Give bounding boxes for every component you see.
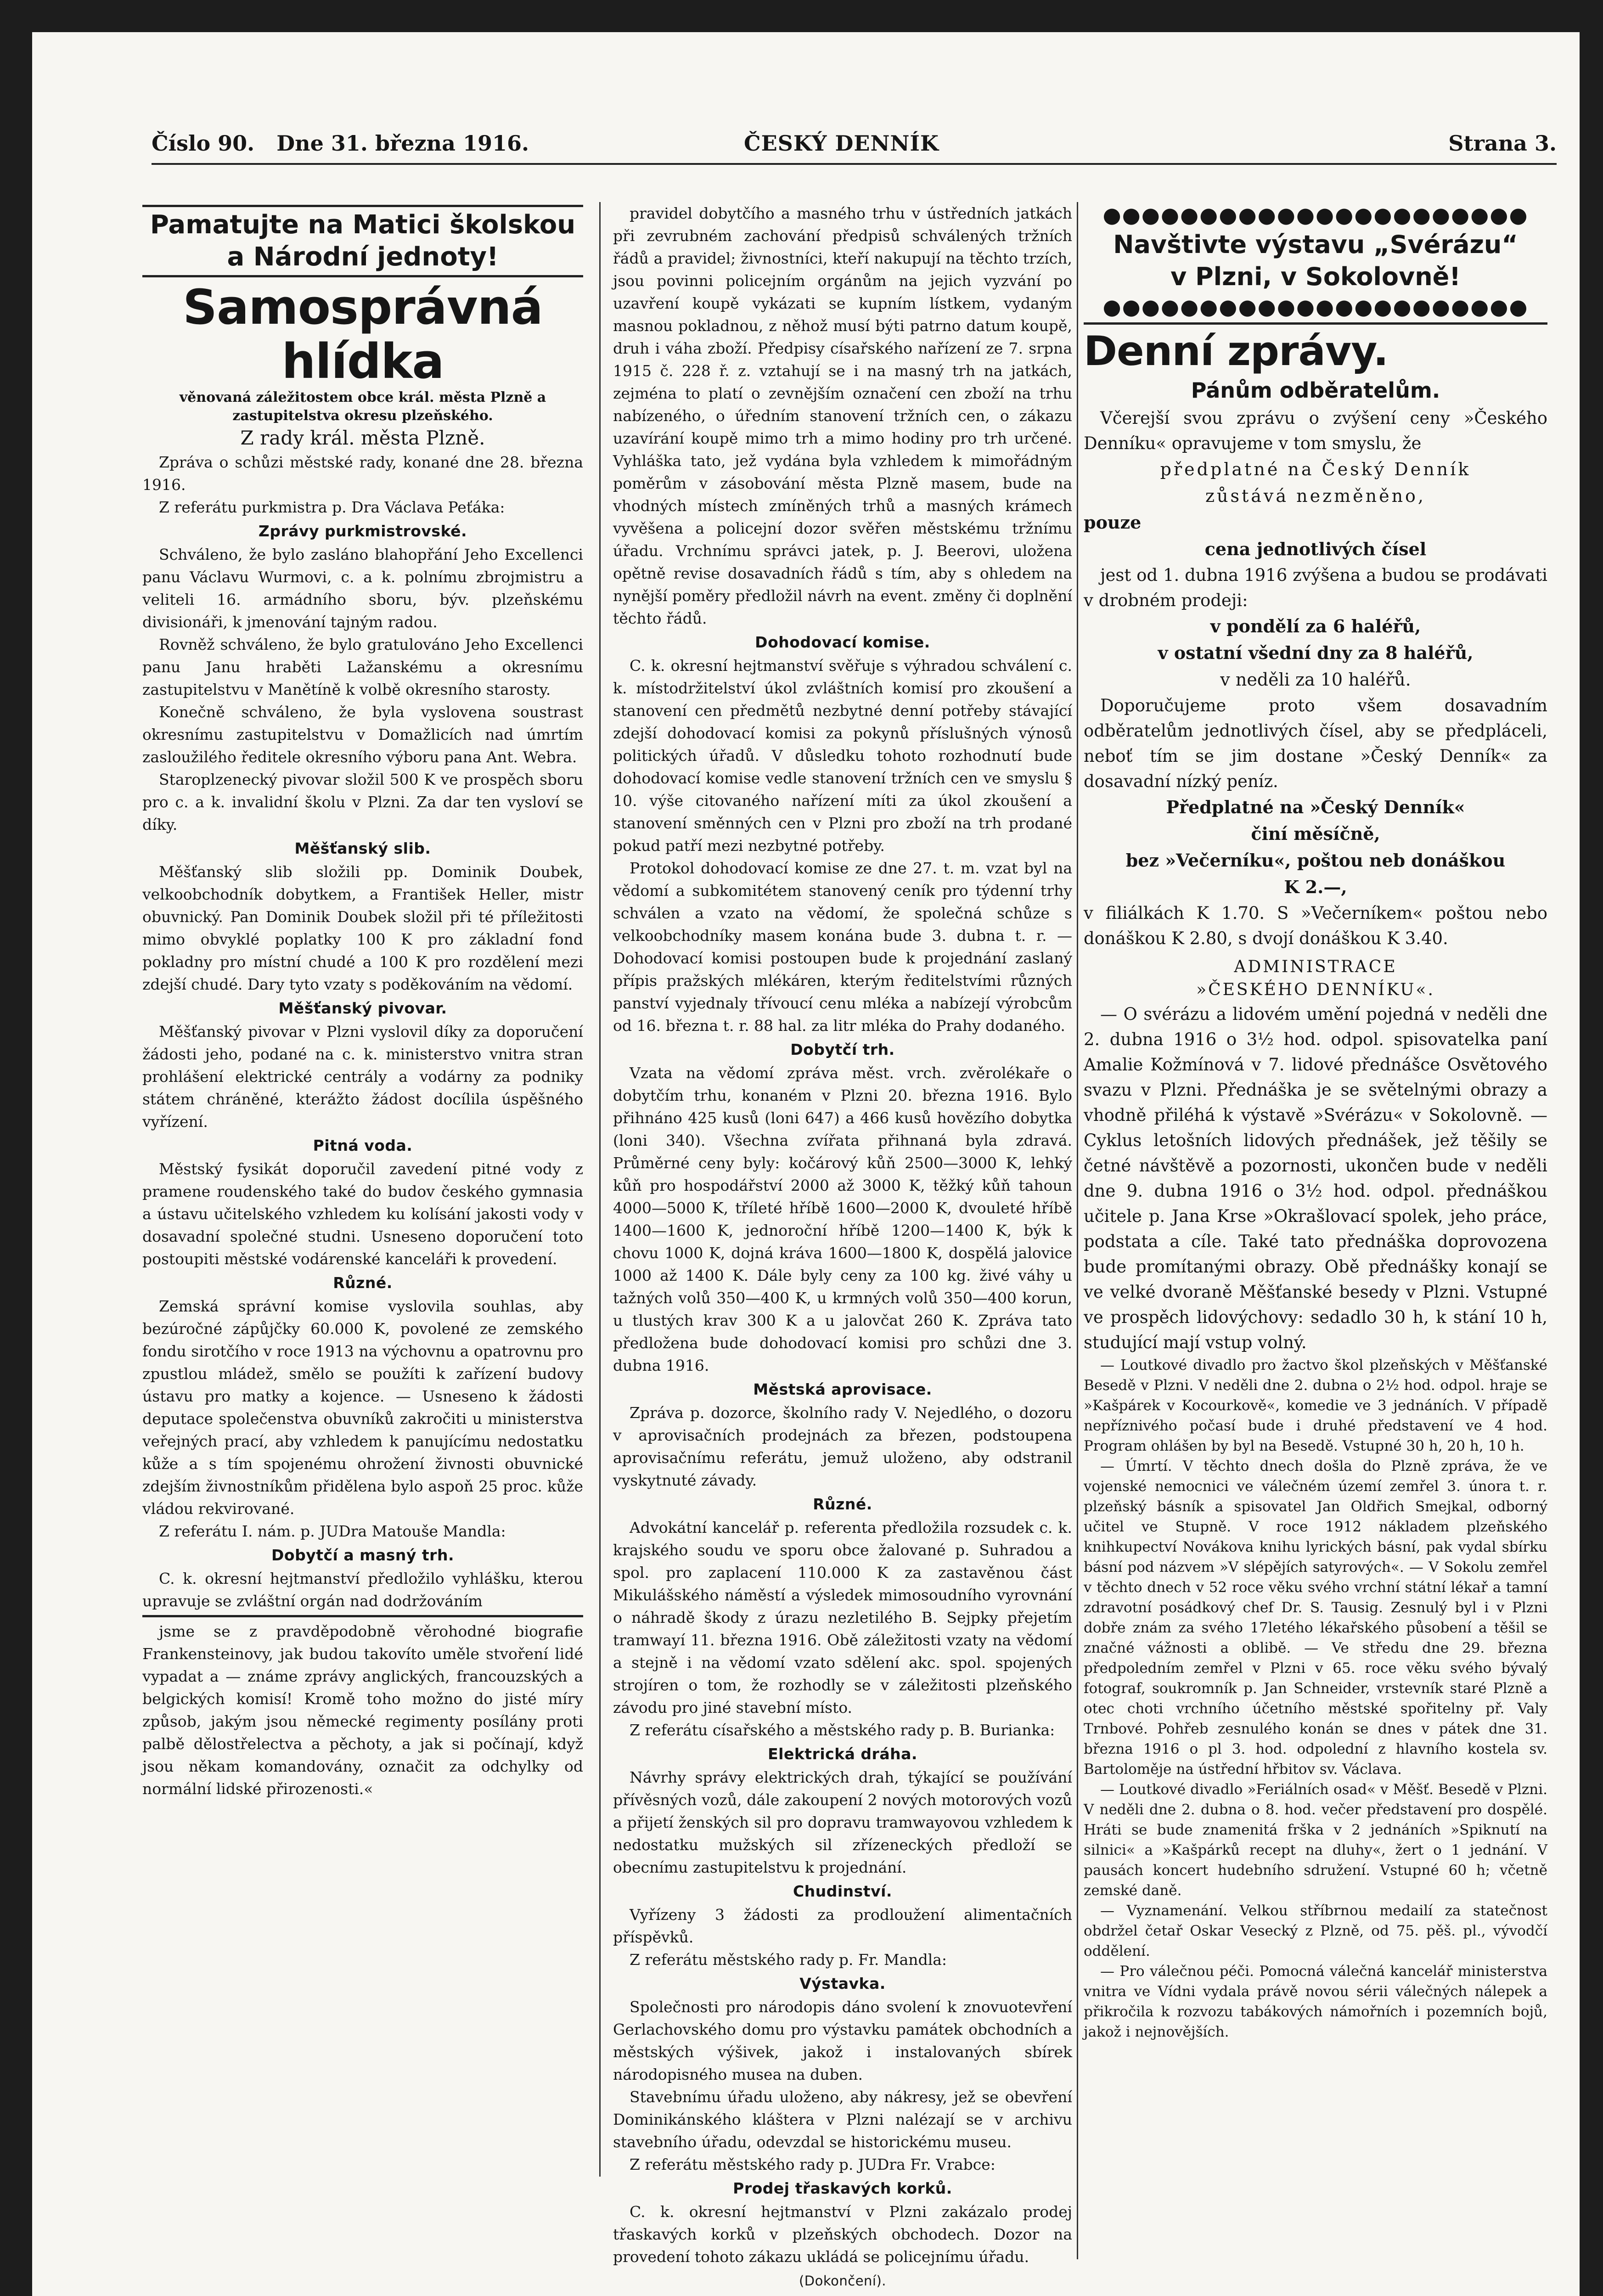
paragraph: Z referátu I. nám. p. JUDra Matouše Mandla: (159, 1522, 506, 1540)
exhibition-ad-line-1: Navštivte výstavu „Svérázu“ (1113, 230, 1518, 259)
paragraph: Měšťanský pivovar v Plzni vyslovil díky za doporučení žádosti jeho, podané na c. k. ministerstvo vnitra stran prohlášení elektrické centrály a vodárny za podniky státem chráněné, kterážto žádost docílila úspěšného vyřízení. (142, 1023, 583, 1131)
paragraph: Včerejší svou zprávu o zvýšení ceny »Českého Denníku« opravujeme v tom smyslu, že (1084, 408, 1547, 453)
paragraph: pravidel dobytčího a masného trhu v ústředních jatkách při zevrubném zachování předpisů schválených tržních řádů a pravidel; živnostníci, kteří nakupují na těchto trzích, jsou povinni policejním orgánům na jejich vyzvání po uzavření koupě vykázati se kupním lístkem, vydaným masnou pokladnou, z něhož musí býti patrno datum koupě, druh i váha zboží. Předpisy císařského nařízení ze 7. srpna 1915 č. 228 ř. z. vztahují se i na masný trh na jatkách, zejména to platí o zevnějším označení cen zboží na trhu nabízeného, o úředním stanovení tržních cen, o zákazu uzavírání koupě mimo trh a mimo hodiny pro trh určené. Vyhláška tato, jež vydána byla vzhledem k mimořádným poměrům v zásobování města Plzně masem, bude na vhodných místech zmíněných trhů a masných krámech vyvěšena a policejní dozor svěřen městskému tržnímu úřadu. Vrchnímu správci jatek, p. J. Beerovi, uložena opětně revise dosavadních řádů s tím, aby s ohledem na nynější poměry předložil návrh na event. změny či doplnění těchto řádů. (613, 204, 1072, 627)
issue-date: Dne 31. března 1916. (276, 131, 529, 156)
subheading: Dohodovací komise. (755, 633, 930, 651)
column-3 (1084, 202, 1547, 2259)
divider (142, 1615, 583, 1617)
paragraph: C. k. okresní hejtmanství svěřuje s výhradou schválení c. k. místodržitelství úkol zvláštních komisí pro zkoušení a stanovení cen předmětů nezbytné denní potřeby stávající zdejší dohodovací komisi za pokynů příslušných výnosů politických úřadů. V důsledku tohoto rozhodnutí bude dohodovací komise vedle stanovení tržních cen ve smyslu § 10. výše citovaného nařízení míti za úkol zkoušení a stanovení směnných cen v Plzni pro zboží na trh prodané pokud patří mezi nezbytné potřeby. (613, 657, 1072, 855)
subheading: Různé. (333, 1274, 393, 1292)
column-rule (1077, 202, 1078, 2259)
paragraph: Společnosti pro národopis dáno svolení k znovuotevření Gerlachovského domu pro výstavku památek obchodních a městských výšivek, jakož i instalovaných sbírek národopisného musea na duben. (613, 1998, 1072, 2083)
column-rule (599, 202, 601, 2177)
paragraph: — Úmrtí. V těchto dnech došla do Plzně zpráva, že ve vojenské nemocnici ve válečném území zemřel 3. února t. r. plzeňský básník a spisovatel Jan Oldřich Smejkal, odborný učitel ve Stupně. V roce 1912 nákladem plzeňského knihkupectví Novákova knihu lyrických básní, pak vydal sbírku básní pod názvem »V slépějích satyrových«. — V Sokolu zemřel v těchto dnech v 52 roce věku svého vrchní státní lékař a tamní zdravotní posádkový chef Dr. S. Tausig. Zesnulý byl i v Plzni dobře znám za svého 17letého lékařského působení a těšil se značné vážnosti a oblibě. — Ve středu dne 29. března předpoledním zemřel v Plzni v 65. roce věku svého bývalý fotograf, soukromník p. Jan Schneider, vrstevník staré Plzně a otec choti vrchního účetního městské spořitelny př. Valy Trnbové. Pohřeb zesnulého konán se dnes v pátek dne 31. března 1916 o pl 3. hod. odpolední z hlavního kostela sv. Bartoloměje na ústřední hřbitov sv. Václava. (1084, 1458, 1547, 1778)
column-1 (142, 202, 583, 2167)
paragraph: Zemská správní komise vyslovila souhlas, aby bezúročné zápůjčky 60.000 K, povolené ze zemského fondu sirotčího v roce 1913 na výchovnu a opatrovnu pro zpustlou mládež, smělo se použíti k zařízení budovy ústavu pro matky a kojence. — Usneseno k žádosti deputace společenstva obuvníků zakročiti u ministerstva veřejných prací, aby vzhledem k panujícímu nedostatku kůže a s tím spojenému ohrožení živnosti obuvnické zdejším živnostníkům přidělena bylo aspoň 25 proc. kůže vládou rekvirované. (142, 1297, 583, 1518)
ornament-row: ●●●●●●●●●●●●●●●●●●●●●● (1102, 203, 1529, 227)
notice-line: pouze (1084, 512, 1142, 533)
subheading: Různé. (813, 1495, 872, 1513)
paragraph: — O svérázu a lidovém umění pojedná v neděli dne 2. dubna 1916 o 3½ hod. odpol. spisovatelka paní Amalie Kožmínová v 7. lidové přednášce Osvětového svazu v Plzni. Přednáška je se světelnými obrazy a vhodně přiléhá k výstavě »Svérázu« v Sokolovně. — Cyklus letošních lidových přednášek, jež těšily se četné návštěvě a pozornosti, ukončen bude v neděli dne 9. dubna 1916 o 3½ hod. odpol. přednáškou učitele p. Jana Krse »Okrašlovací spolek, jeho práce, podstata a cíle. Také tato přednáška doprovozena bude promítanými obrazy. Obě přednášky konají se ve velké dvoraně Měšťanské besedy v Plzni. Vstupné ve prospěch lidovýchovy: sedadlo 30 h, k stání 10 h, studující mají vstup volný. (1084, 1004, 1547, 1352)
paragraph: Protokol dohodovací komise ze dne 27. t. m. vzat byl na vědomí a subkomitétem stanovený ceník pro týdenní trhy schválen a vzato na vědomí, že společná schůze s velkoobchodníky masem konána bude 3. dubna t. r. — Dohodovací komisi postoupen bude k projednání zaslaný přípis pražských mlékáren, kterým ředitelstvími různých panství vyjednaly třívoucí cenu mléka a nabízejí výrobcům od 16. března t. r. 88 hal. za litr mléka do Prahy dodaného. (613, 859, 1072, 1035)
banner-line-2: a Národní jednoty! (227, 242, 499, 272)
paragraph: Doporučujeme proto všem dosavadním odběratelům jednotlivých čísel, aby se předpláceli, neboť tím se jim dostane »Český Denník« za dosavadní nízký peníz. (1084, 696, 1547, 791)
paragraph: Z referátu purkmistra p. Dra Václava Peťáka: (159, 498, 505, 516)
administration-sign-2: »ČESKÉHO DENNÍKU«. (1196, 980, 1435, 999)
paragraph: C. k. okresní hejtmanství předložilo vyhlášku, kterou upravuje se zvláštní orgán nad dodržováním (142, 1570, 583, 1610)
subheading: Dobytčí a masný trh. (271, 1546, 454, 1564)
paragraph: Městský fysikát doporučil zavedení pitné vody z pramene roudenského také do budov českého gymnasia a ústavu učitelského vzhledem ku kolísání jakosti vody v dosavadní společné studni. Usneseno doporučení toto postoupiti městské vodárenské kanceláři k provedení. (142, 1160, 583, 1268)
notice-heading: Pánům odběratelům. (1191, 378, 1440, 403)
paragraph: Staroplzenecký pivovar složil 500 K ve prospěch sboru pro c. a k. invalidní školu v Plzni. Za dar ten vysloví se díky. (142, 771, 583, 833)
paragraph: Stavebnímu úřadu uloženo, aby nákresy, jež se obevření Dominikánského kláštera v Plzni nalézají se v archivu stavebního úřadu, odevzdal se historickému museu. (613, 2088, 1072, 2151)
paragraph: Z referátu městského rady p. JUDra Fr. Vrabce: (630, 2155, 996, 2173)
subscription-line: Předplatné na »Český Denník« (1166, 797, 1465, 817)
subheading: Měšťanský slib. (294, 839, 431, 857)
subheading: Dobytčí trh. (790, 1041, 895, 1058)
subheading: Pitná voda. (313, 1137, 413, 1154)
rada-heading: Z rady král. města Plzně. (240, 427, 485, 449)
notice-line: zůstává nezměněno, (1205, 486, 1426, 506)
paragraph: v filiálkách K 1.70. S »Večerníkem« poštou nebo donáškou K 2.80, s dvojí donáškou K 3.40. (1084, 903, 1547, 948)
paragraph: Zpráva o schůzi městské rady, konané dne 28. března 1916. (142, 453, 583, 494)
paragraph: — Pro válečnou péči. Pomocná válečná kancelář ministerstva vnitra ve Vídni vydala právě novou sérii válečných nálepek a přikročila k rozvozu tabákových námořních i pozemních bojů, jakož i nejnovějších. (1084, 1963, 1547, 2040)
paragraph: jest od 1. dubna 1916 zvýšena a budou se prodávati v drobném prodeji: (1084, 565, 1547, 610)
price-line: v ostatní všední dny za 8 haléřů, (1158, 642, 1474, 663)
paragraph: Rovněž schváleno, že bylo gratulováno Jeho Excellenci panu Janu hraběti Lažanskému a okresnímu zastupitelstvu v Manětíně k volbě okresního starosty. (142, 636, 583, 698)
subheading: Elektrická dráha. (768, 1745, 917, 1763)
subscription-line: bez »Večerníku«, poštou neb donáškou (1125, 850, 1506, 871)
subscription-line: K 2.—, (1284, 877, 1347, 897)
page-header (152, 131, 1557, 165)
paragraph: Advokátní kancelář p. referenta předložila rozsudek c. k. krajského soudu ve sporu obce žalované p. Suhradou a spol. pro zaplacení 110.000 K za zastavěnou část Mikulášského náměstí a výsledek mimosoudního vyrovnání o náhradě škody z úrazu nezletilého B. Sejpky přejetím tramwayí 11. března 1916. Obě záležitosti vzaty na vědomí a stejně i na vědomí vzato sdělení akc. spol. spojených strojíren o tom, že rozhodly se v záležitosti plzeňského závodu pro jiné stavební místo. (613, 1519, 1072, 1716)
paragraph: Z referátu městského rady p. Fr. Mandla: (630, 1951, 947, 1969)
section-title: Samosprávná hlídka (183, 279, 543, 389)
subheading: Prodej třaskavých korků. (733, 2179, 952, 2197)
administration-sign-1: ADMINISTRACE (1234, 957, 1397, 976)
subheading: Městská aprovisace. (753, 1380, 932, 1398)
paragraph: Konečně schváleno, že byla vyslovena soustrast okresnímu zastupitelstvu v Domažlicích nad úmrtím zasloužilého ředitele okresního výboru pana Ant. Webra. (142, 703, 583, 766)
paragraph: Měšťanský slib složili pp. Dominik Doubek, velkoobchodník dobytkem, a František Heller, mistr obuvnický. Pan Dominik Doubek složil při té příležitosti mimo obvyklé poplatky 100 K pro základní fond pokladny pro místní chudé a 100 K pro rozdělení mezi zdejší chudé. Dary tyto vzaty s poděkováním na vědomí. (142, 863, 583, 993)
newspaper-page (32, 32, 1580, 2296)
subheading: Měšťanský pivovar. (278, 999, 447, 1017)
issue-number: Číslo 90. (152, 131, 255, 156)
masthead: ČESKÝ DENNÍK (744, 131, 939, 156)
subheading: Chudinství. (793, 1882, 892, 1900)
divider (142, 205, 583, 207)
notice-line: předplatné na Český Denník (1160, 459, 1471, 479)
paragraph: Návrhy správy elektrických drah, týkající se používání přívěsných vozů, dále zakoupení 2 nových motorových vozů a přijetí ženských sil pro dopravu tramwayovou vzhledem k nedostatku mužských sil zřízeneckých předloží se obecnímu zastupitelstvu k projednání. (613, 1768, 1072, 1876)
paragraph: Vzata na vědomí zpráva měst. vrch. zvěrolékaře o dobytčím trhu, konaném v Plzni 20. března 1916. Bylo přihnáno 425 kusů (loni 647) a 466 kusů hovězího dobytka (loni 340). Všechna zvířata přihnaná byla zdravá. Průměrné ceny byly: kočárový kůň 2500—3000 K, lehký kůň pro hospodářství 2000 až 3000 K, těžký kůň tahoun 4000—5000 K, tříleté hříbě 1600—2000 K, dvouleté hříbě 1400—1600 K, jednoroční hříbě 1200—1400 K, býk k chovu 1000 K, dojná kráva 1600—1800 K, dospělá jalovice 1000 až 1400 K. Dále byly ceny za 100 kg. živé váhy u tažných volů 350—400 K, u krmných volů 350—400 korun, u tlustých krav 300 K a u jalovčat 260 K. Zpráva tato předložena bude dohodovací komisi pro schůzi dne 3. dubna 1916. (613, 1064, 1072, 1374)
divider (142, 275, 583, 277)
paragraph: jsme se z pravděpodobně věrohodné biografie Frankensteinovy, jak budou takovíto uměle stvoření lidé vypadat a — známe zprávy anglických, francouzských a belgických komisí! Kromě toho možno do jisté míry způsob, jakým jsou německé regimenty posílány proti palbě dělostřelectva a pěchoty, a jak si počínají, když jsou někam komandovány, označit za odchylky od normální lidské přirozenosti.« (142, 1622, 583, 1798)
paragraph: — Vyznamenání. Velkou stříbrnou medailí za statečnost obdržel četař Oskar Vesecký z Plzně, od 75. pěš. pl., vývodčí oddělení. (1084, 1902, 1547, 1959)
ornament-row: ●●●●●●●●●●●●●●●●●●●●●● (1102, 294, 1529, 319)
paragraph: C. k. okresní hejtmanství v Plzni zakázalo prodej třaskavých korků v plzeňských obchodech. Dozor na provedení tohoto zákazu ukládá se policejnímu úřadu. (613, 2203, 1072, 2266)
price-line: v pondělí za 6 haléřů, (1210, 616, 1421, 636)
exhibition-ad-line-2: v Plzni, v Sokolovně! (1170, 262, 1461, 291)
price-line: v neděli za 10 haléřů. (1220, 670, 1411, 690)
issue-and-date (152, 131, 529, 156)
paragraph: Schváleno, že bylo zasláno blahopřání Jeho Excellenci panu Václavu Wurmovi, c. a k. polnímu zbrojmistru a veliteli 16. armádního sboru, býv. plzeňskému divisionáři, k jmenování tajným radou. (142, 546, 583, 631)
divider (1084, 322, 1547, 325)
subheading: Zprávy purkmistrovské. (258, 522, 467, 540)
subheading: Výstavka. (799, 1975, 886, 1992)
paragraph: Zpráva p. dozorce, školního rady V. Nejedlého, o dozoru v aprovisačních prodejnách za březen, podstoupena aprovisačnímu referátu, jemuž uloženo, aby odstranil vyskytnuté závady. (613, 1404, 1072, 1489)
paragraph: Vyřízeny 3 žádosti za prodloužení alimentačních příspěvků. (613, 1906, 1072, 1946)
column-2 (613, 202, 1072, 2289)
section-subtitle: věnovaná záležitostem obce král. města Plzně a zastupitelstva okresu plzeňského. (179, 389, 546, 424)
notice-line: cena jednotlivých čísel (1204, 539, 1427, 559)
paragraph: — Loutkové divadlo pro žactvo škol plzeňských v Měšťanské Besedě v Plzni. V neděli dne 2. dubna o 2½ hod. odpol. hraje se »Kašpárek v Kocourkově«, komedie ve 3 jednáních. V případě nepříznivého počasí bude i druhé představení ve 4 hod. Program ohlášen by byl na Besedě. Vstupné 30 h, 20 h, 10 h. (1084, 1357, 1547, 1454)
page-number: Strana 3. (1448, 131, 1557, 156)
paragraph: — Loutkové divadlo »Feriálních osad« v Měšť. Besedě v Plzni. V neděli dne 2. dubna o 8. hod. večer představení pro dospělé. Hráti se bude znamenitá frška v 2 jednáních »Spiknutí na silnici« a »Kašpárků recept na dluhy«, žert o 1 jednání. V pausách koncert hudebního sdružení. Vstupné 60 h; včetně zemské daně. (1084, 1781, 1547, 1899)
continuation-note: (Dokončení). (799, 2273, 887, 2289)
subscription-line: činí měsíčně, (1251, 823, 1380, 844)
section-title: Denní zprávy. (1084, 327, 1388, 375)
paragraph: Z referátu císařského a městského rady p. B. Burianka: (630, 1721, 1055, 1739)
banner-line-1: Pamatujte na Matici školskou (150, 210, 576, 240)
